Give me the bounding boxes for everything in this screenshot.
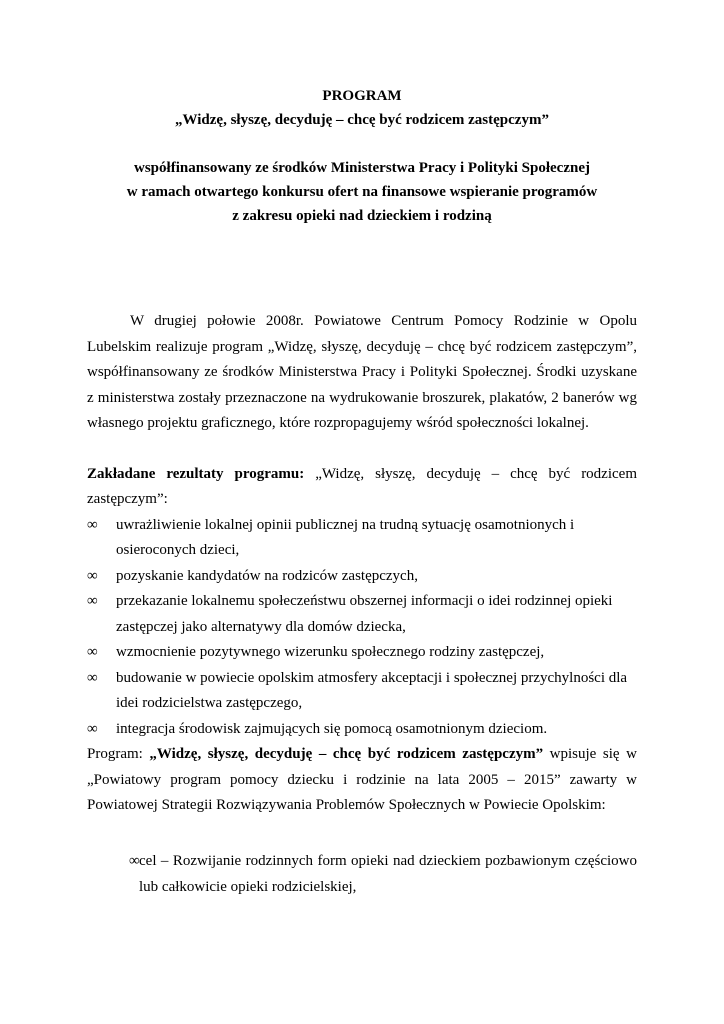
program-prefix: Program: bbox=[87, 746, 150, 762]
goal-text: cel – Rozwijanie rodzinnych form opieki nad dzieckiem pozbawionym częściowo lub całkowicie opieki rodzicielskiej, bbox=[139, 853, 637, 895]
funding-line-3: z zakresu opieki nad dzieckiem i rodziną bbox=[232, 208, 492, 224]
infinity-bullet-icon: ∞ bbox=[87, 516, 98, 533]
infinity-bullet-icon: ∞ bbox=[87, 720, 98, 737]
program-paragraph bbox=[87, 742, 637, 819]
infinity-bullet-icon: ∞ bbox=[87, 644, 98, 660]
list-item-text: przekazanie lokalnemu społeczeństwu obszernej informacji o idei rodzinnej opieki zastępczej jako alternatywy dla domów dziecka, bbox=[116, 593, 613, 635]
program-subtitle: „Widzę, słyszę, decyduję – chcę być rodzicem zastępczym” bbox=[175, 112, 549, 128]
list-item-text: integracja środowisk zajmujących się pomocą osamotnionym dzieciom. bbox=[116, 720, 548, 737]
infinity-bullet-icon: ∞ bbox=[87, 669, 98, 686]
funding-line-2: w ramach otwartego konkursu ofert na finansowe wspieranie programów bbox=[126, 184, 598, 200]
results-paragraph bbox=[87, 462, 637, 513]
list-item bbox=[87, 666, 637, 717]
results-heading-rest: „Widzę, słyszę, decyduję – chcę być rodzicem zastępczym”: bbox=[87, 465, 637, 507]
list-item bbox=[87, 849, 637, 900]
goal-list bbox=[87, 849, 637, 900]
list-item-text: budowanie w powiecie opolskim atmosfery akceptacji i społecznej przychylności dla idei rodzicielstwa zastępczego, bbox=[116, 669, 628, 711]
document-header bbox=[0, 84, 724, 228]
infinity-bullet-icon: ∞ bbox=[87, 593, 98, 609]
list-item-text: wzmocnienie pozytywnego wizerunku społecznego rodziny zastępczej, bbox=[116, 644, 545, 660]
list-item-text: pozyskanie kandydatów na rodziców zastępczych, bbox=[116, 567, 418, 584]
main-body bbox=[87, 309, 637, 819]
list-item-text: uwrażliwienie lokalnej opinii publicznej na trudną sytuację osamotnionych i osieroconych dzieci, bbox=[116, 516, 575, 558]
infinity-bullet-icon: ∞ bbox=[129, 853, 140, 869]
list-item bbox=[87, 640, 637, 666]
funding-line-1: współfinansowany ze środków Ministerstwa Pracy i Polityki Społecznej bbox=[134, 160, 590, 176]
goal-section bbox=[87, 849, 637, 900]
program-title: PROGRAM bbox=[322, 88, 402, 104]
program-name: „Widzę, słyszę, decyduję – chcę być rodzicem zastępczym” bbox=[149, 746, 544, 762]
results-heading: Zakładane rezultaty programu: bbox=[87, 465, 305, 482]
list-item bbox=[87, 717, 637, 743]
infinity-bullet-icon: ∞ bbox=[87, 567, 98, 584]
results-list bbox=[87, 513, 637, 743]
list-item bbox=[87, 564, 637, 590]
intro-paragraph: W drugiej połowie 2008r. Powiatowe Centrum Pomocy Rodzinie w Opolu Lubelskim realizuje program „Widzę, słyszę, decyduję – chcę być rodzicem zastępczym”, współfinansowany ze środków Ministerstwa Pracy i Polityki Społecznej. Środki uzyskane z ministerstwa zostały przeznaczone na wydrukowanie broszurek, plakatów, 2 banerów wg własnego projektu graficznego, które rozpropagujemy wśród społeczności lokalnej. bbox=[87, 313, 637, 431]
list-item bbox=[87, 589, 637, 640]
program-rest: wpisuje się w „Powiatowy program pomocy dziecku i rodzinie na lata 2005 – 2015” zawarty w Powiatowej Strategii Rozwiązywania Problemów Społecznych w Powiecie Opolskim: bbox=[87, 746, 637, 813]
list-item bbox=[87, 513, 637, 564]
